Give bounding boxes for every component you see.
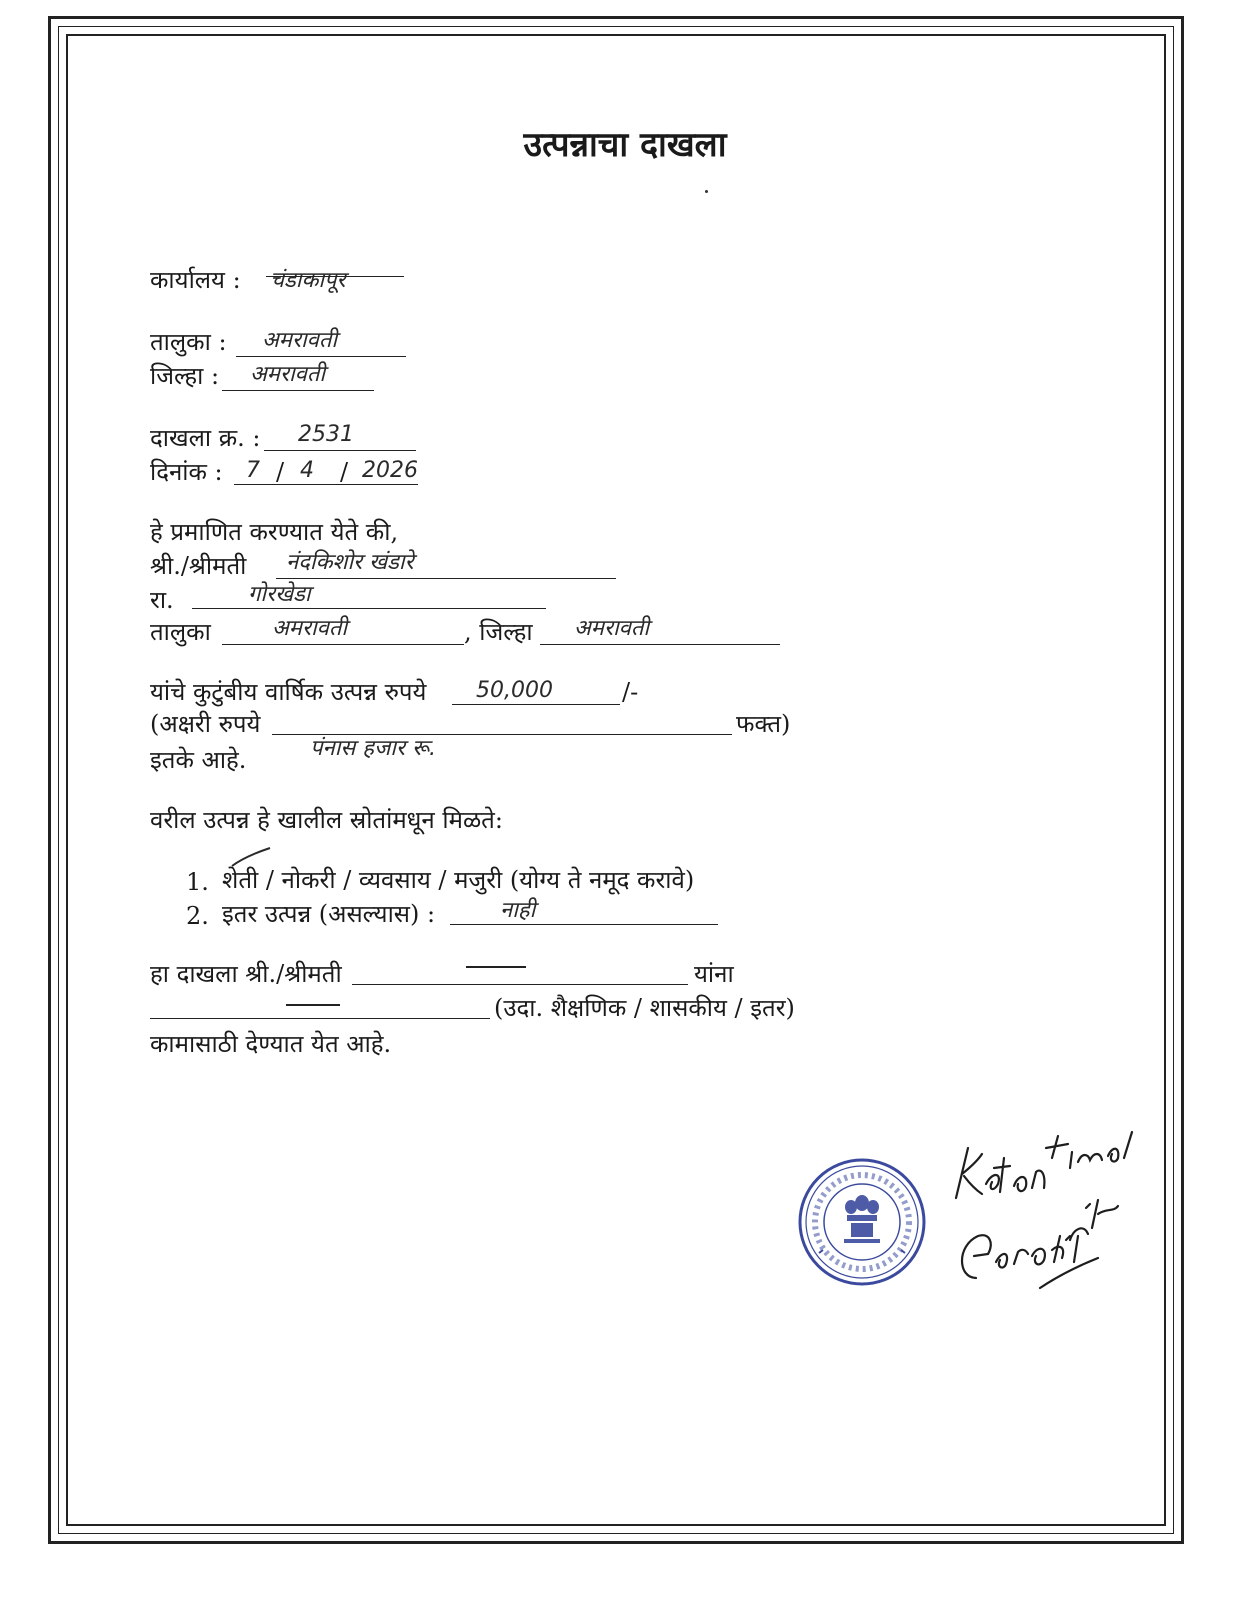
residence-value: गोरखेडा <box>248 582 311 607</box>
source-2-text: इतर उत्पन्न (असल्यास) : <box>222 900 436 928</box>
date-line <box>234 484 418 485</box>
income-closing: इतके आहे. <box>150 746 247 774</box>
purpose-closing: कामासाठी देण्यात येत आहे. <box>150 1030 392 1058</box>
purpose-line <box>150 1018 490 1019</box>
income-words-value: पंनास हजार रू. <box>310 736 437 761</box>
source-1-text: शेती / नोकरी / व्यवसाय / मजुरी (योग्य ते नमूद करावे) <box>222 866 695 894</box>
office-label: कार्यालय : <box>150 266 241 294</box>
taluka-label: तालुका : <box>150 328 227 356</box>
date-month: 4 <box>300 458 314 483</box>
residence-label: रा. <box>150 586 174 614</box>
person-value: नंदकिशोर खंडारे <box>286 550 414 575</box>
income-label: यांचे कुटुंबीय वार्षिक उत्पन्न रुपये <box>150 678 427 706</box>
address-taluka-value: अमरावती <box>272 616 348 641</box>
date-day: 7 <box>246 458 260 483</box>
issued-to-suffix: यांना <box>694 960 734 988</box>
taluka-value: अमरावती <box>262 328 338 353</box>
date-label: दिनांक : <box>150 458 223 486</box>
source-1-number: 1. <box>186 868 209 896</box>
purpose-dash <box>286 1004 340 1006</box>
office-line <box>266 276 404 277</box>
taluka-line <box>236 356 406 357</box>
income-line <box>452 704 620 705</box>
address-district-value: अमरावती <box>574 616 650 641</box>
certificate-no-value: 2531 <box>298 422 354 447</box>
source-tick-mark <box>228 846 274 872</box>
source-2-value: नाही <box>500 898 536 923</box>
district-value: अमरावती <box>250 362 326 387</box>
address-taluka-line <box>222 644 464 645</box>
office-value: चंडाकापूर <box>270 268 346 293</box>
date-sep-2: / <box>340 458 349 486</box>
income-words-suffix: फक्त) <box>736 710 791 738</box>
source-2-line <box>450 924 718 925</box>
stray-dot <box>705 190 708 193</box>
residence-line <box>192 608 546 609</box>
date-sep-1: / <box>276 458 285 486</box>
certificate-no-label: दाखला क्र. : <box>150 424 261 452</box>
issued-to-dash <box>466 966 526 968</box>
income-suffix: /- <box>622 678 639 706</box>
district-line <box>222 390 374 391</box>
page-title: उत्पन्नाचा दाखला <box>523 125 727 165</box>
purpose-examples: (उदा. शैक्षणिक / शासकीय / इतर) <box>494 994 795 1022</box>
handwritten-signature <box>948 1128 1138 1304</box>
income-words-line <box>272 734 732 735</box>
certify-text: हे प्रमाणित करण्यात येते की, <box>150 518 399 546</box>
person-line <box>276 578 616 579</box>
date-year: 2026 <box>362 458 418 483</box>
sources-intro: वरील उत्पन्न हे खालील स्रोतांमधून मिळते: <box>150 806 503 834</box>
district-label: जिल्हा : <box>150 362 220 390</box>
issued-to-line <box>352 984 688 985</box>
official-seal <box>797 1157 927 1287</box>
address-district-label: , जिल्हा <box>464 618 533 646</box>
address-district-line <box>540 644 780 645</box>
income-words-label: (अक्षरी रुपये <box>150 710 261 738</box>
certificate-no-line <box>264 450 416 451</box>
person-label: श्री./श्रीमती <box>150 552 247 580</box>
income-value: 50,000 <box>476 678 553 703</box>
address-taluka-label: तालुका <box>150 618 211 646</box>
source-2-number: 2. <box>186 902 209 930</box>
issued-to-label: हा दाखला श्री./श्रीमती <box>150 960 342 988</box>
